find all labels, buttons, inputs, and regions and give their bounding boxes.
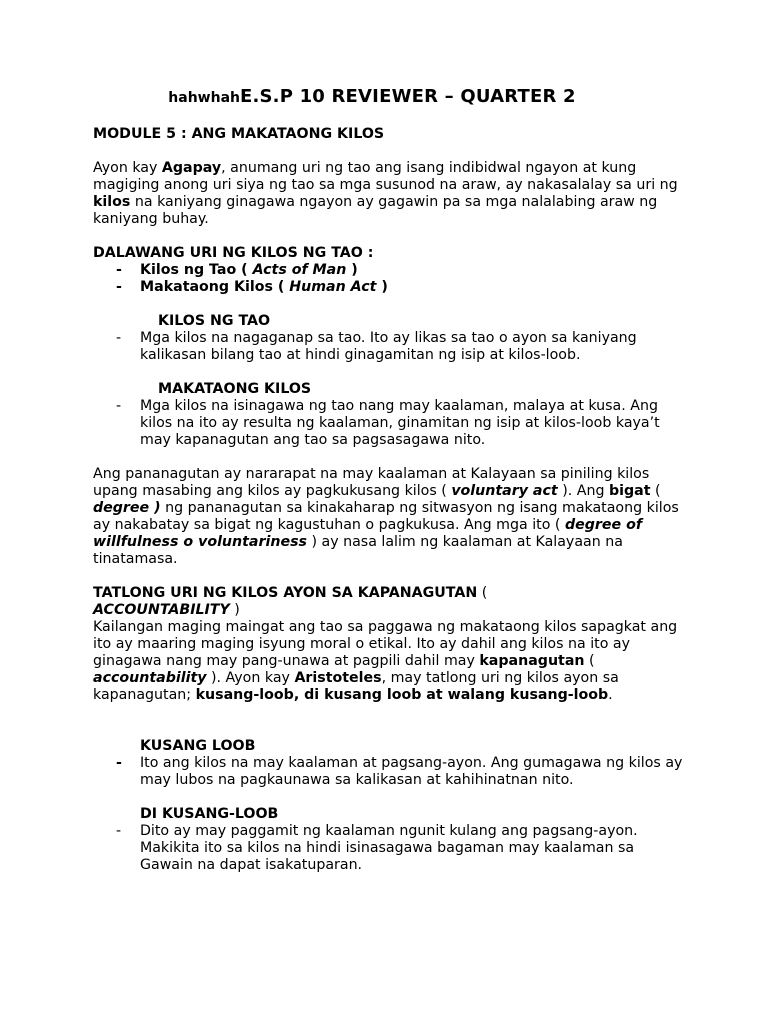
list-item: - Mga kilos na nagaganap sa tao. Ito ay likas sa tao o ayon sa kaniyang kalikasan bilang tao at hindi ginagamitan ng isip at kilos-loob. bbox=[116, 330, 637, 363]
kilos-ng-tao-list bbox=[93, 330, 683, 364]
di-kusang-loob-heading: DI KUSANG-LOOB bbox=[140, 806, 279, 822]
pananagutan-paragraph: Ang pananagutan ay nararapat na may kaalaman at Kalayaan sa piniling kilos upang masabing ang kilos ay pagkukusang kilos ( voluntary act ). Ang bigat ( degree ) ng pananagutan sa kinakaharap ng sitwasyon ng isang makataong kilos ay nakabatay sa bigat ng kagustuhan o pagkukusa. Ang mga ito ( degree of willfulness o voluntariness ) ay nasa lalim ng kaalaman at Kalayaan na tinatamasa. bbox=[93, 466, 679, 567]
two-types-heading: DALAWANG URI NG KILOS NG TAO : bbox=[93, 245, 374, 261]
list-item: - Ito ang kilos na may kaalaman at pagsang-ayon. Ang gumagawa ng kilos ay may lubos na pagkaunawa sa kalikasan at kahihinatnan nito. bbox=[116, 755, 683, 788]
tatlong-uri-paragraph: TATLONG URI NG KILOS AYON SA KAPANAGUTAN ( ACCOUNTABILITY ) Kailangan maging maingat ang tao sa paggawa ng makataong kilos sapagkat ang ito ay maaring maging isyung moral o etikal. Ito ay dahil ang kilos na ito ay ginagawa nang may pang-unawa at pagpili dahil may kapanagutan ( accountability ). Ayon kay Aristoteles, may tatlong uri ng kilos ayon sa kapanagutan; kusang-loob, di kusang loob at walang kusang-loob. bbox=[93, 585, 678, 703]
kusang-loob-list bbox=[93, 755, 683, 789]
two-types-list bbox=[93, 262, 683, 296]
page-title bbox=[57, 88, 687, 107]
intro-paragraph: Ayon kay Agapay, anumang uri ng tao ang isang indibidwal ngayon at kung magiging anong uri siya ng tao sa mga susunod na araw, ay nakasalalay sa uri ng kilos na kaniyang ginagawa ngayon ay gagawin pa sa mga nalalabing araw ng kaniyang buhay. bbox=[93, 160, 678, 227]
kusang-loob-heading: KUSANG LOOB bbox=[140, 738, 256, 754]
title-prefix: hahwhah bbox=[168, 90, 240, 106]
makataong-kilos-list bbox=[93, 398, 683, 449]
list-item: - Makataong Kilos ( Human Act ) bbox=[116, 279, 388, 295]
document-page bbox=[93, 86, 683, 874]
makataong-kilos-heading: MAKATAONG KILOS bbox=[158, 381, 312, 397]
tatlong-uri-heading: TATLONG URI NG KILOS AYON SA KAPANAGUTAN bbox=[93, 585, 478, 601]
di-kusang-loob-list bbox=[93, 823, 683, 874]
list-item: - Dito ay may paggamit ng kaalaman ngunit kulang ang pagsang-ayon. Makikita ito sa kilos na hindi isinasagawa bagaman may kaalaman sa Gawain na dapat isakatuparan. bbox=[116, 823, 638, 873]
kilos-ng-tao-heading: KILOS NG TAO bbox=[158, 313, 271, 329]
module-heading: MODULE 5 : ANG MAKATAONG KILOS bbox=[93, 126, 385, 142]
title-main: E.S.P 10 REVIEWER – QUARTER 2 bbox=[239, 86, 576, 107]
list-item: - Mga kilos na isinagawa ng tao nang may kaalaman, malaya at kusa. Ang kilos na ito ay resulta ng kaalaman, ginamitan ng isip at kilos-loob kaya’t may kapanagutan ang tao sa pagsasagawa nito. bbox=[116, 398, 660, 448]
list-item: - Kilos ng Tao ( Acts of Man ) bbox=[116, 262, 358, 278]
